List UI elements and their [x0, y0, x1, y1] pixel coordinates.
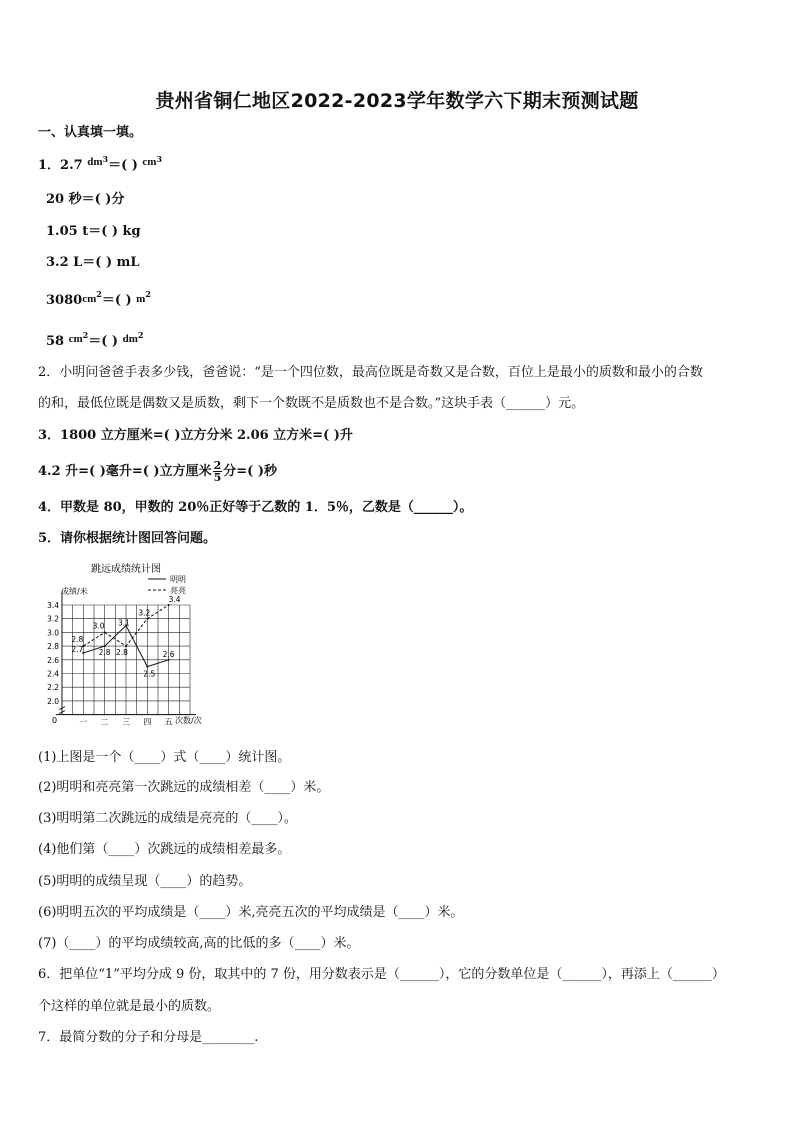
unit: cm — [68, 333, 83, 345]
x-tick-label: 五 — [164, 717, 173, 727]
data-label: 3.2 — [138, 608, 151, 618]
unit: cm — [142, 156, 157, 168]
q2-line-2: 的和，最低位既是偶数又是质数，剩下一个数既不是质数也不是合数。”这块手表（______）元。 — [38, 396, 585, 411]
q5-sub-3: (3)明明第二次跳远的成绩是亮亮的（____）。 — [38, 811, 297, 826]
q1-number: 1． — [38, 158, 61, 173]
q5-sub-2: (2)明明和亮亮第一次跳远的成绩相差（____）米。 — [38, 780, 330, 795]
q6-line-2: 个这样的单位就是最小的质数。 — [38, 999, 221, 1014]
data-point — [168, 659, 170, 661]
y-tick-label: 2.0 — [47, 696, 59, 706]
q3-line-2: 4.2 升=( )毫升=( )立方厘米 $\frac{2}{5}$ 分=( )秒 — [38, 459, 277, 484]
q1-line-4: 3.2 L＝( ) mL — [46, 255, 140, 270]
legend-label: 亮亮 — [170, 586, 186, 595]
origin-label: 0 — [52, 716, 58, 725]
data-label: 2.8 — [98, 648, 111, 658]
y-tick-label: 3.2 — [47, 614, 59, 624]
q1-line-2: 20 秒＝( )分 — [46, 192, 125, 207]
q1-line-1: 1．2.7 $^{dm3}$＝( ) $^{cm3}$ — [38, 154, 163, 173]
line-chart — [38, 560, 218, 730]
chart-title: 跳远成绩统计图 — [91, 564, 161, 575]
legend-label: 明明 — [170, 575, 186, 584]
data-point — [146, 618, 148, 620]
y-tick-label: 2.4 — [47, 669, 59, 679]
y-axis-label: 成绩/米 — [61, 587, 88, 596]
page-title: 贵州省铜仁地区2022-2023学年数学六下期末预测试题 — [155, 90, 639, 112]
q5-intro: 5．请你根据统计图回答问题。 — [38, 531, 217, 546]
data-point — [125, 645, 127, 647]
q5-sub-1: (1)上图是一个（____）式（____）统计图。 — [38, 750, 291, 765]
x-tick-label: 四 — [143, 717, 152, 727]
q1-line-3: 1.05 t＝( ) kg — [46, 224, 141, 239]
data-point — [168, 604, 170, 606]
y-tick-label: 2.6 — [47, 655, 59, 665]
y-tick-label: 2.8 — [47, 642, 59, 652]
q4-text: 4．甲数是 80，甲数的 20％正好等于乙数的 1．5％，乙数是（______）。 — [38, 500, 473, 515]
x-tick-label: 三 — [122, 717, 130, 727]
fraction: $\frac{2}{5}$ — [213, 459, 222, 484]
data-label: 2.8 — [71, 635, 84, 645]
q3-line-1: 3．1800 立方厘米=( )立方分米 2.06 立方米=( )升 — [38, 428, 353, 443]
q5-sub-7: (7)（____）的平均成绩较高,高的比低的多（____）米。 — [38, 936, 360, 951]
q2-line-1: 2．小明问爸爸手表多少钱，爸爸说：“是一个四位数，最高位既是奇数又是合数，百位上是最小的质数和最小的合数 — [38, 365, 703, 380]
q5-sub-6: (6)明明五次的平均成绩是（____）米,亮亮五次的平均成绩是（____）米。 — [38, 905, 464, 920]
data-label: 3.4 — [168, 595, 181, 604]
unit: dm — [87, 156, 103, 168]
data-point — [104, 631, 106, 633]
data-label: 3.1 — [118, 618, 130, 628]
q7-text: 7．最简分数的分子和分母是________. — [38, 1030, 259, 1045]
q1-line-5: $3080cm^2=$( ) $m^2$ — [46, 289, 151, 308]
q1-line-6: 58 $^{cm2}$＝( ) $^{dm2}$ — [46, 330, 144, 349]
data-label: 2.7 — [71, 644, 84, 654]
x-tick-label: 一 — [79, 717, 88, 727]
q6-line-1: 6．把单位“1”平均分成 9 份，取其中的 7 份，用分数表示是（______），它的分数单位是（______），再添上（______） — [38, 967, 725, 982]
unit: cm — [82, 293, 97, 305]
x-tick-label: 二 — [100, 717, 109, 727]
data-point — [146, 666, 148, 668]
data-point — [104, 645, 106, 647]
data-label: 2.5 — [143, 669, 156, 679]
data-label: 2.6 — [162, 649, 175, 659]
y-tick-label: 3.0 — [47, 628, 59, 638]
unit: m — [136, 293, 146, 305]
section-heading: 一、认真填一填。 — [38, 125, 143, 140]
data-label: 3.0 — [92, 621, 105, 631]
unit: dm — [122, 333, 138, 345]
y-tick-label: 2.2 — [47, 683, 59, 693]
y-tick-label: 3.4 — [47, 601, 59, 610]
q5-sub-5: (5)明明的成绩呈现（____）的趋势。 — [38, 874, 252, 889]
x-axis-label: 次数/次 — [175, 716, 202, 725]
data-label: 2.8 — [116, 648, 128, 658]
q5-sub-4: (4)他们第（____）次跳远的成绩相差最多。 — [38, 842, 291, 857]
chart-legend — [148, 575, 186, 595]
